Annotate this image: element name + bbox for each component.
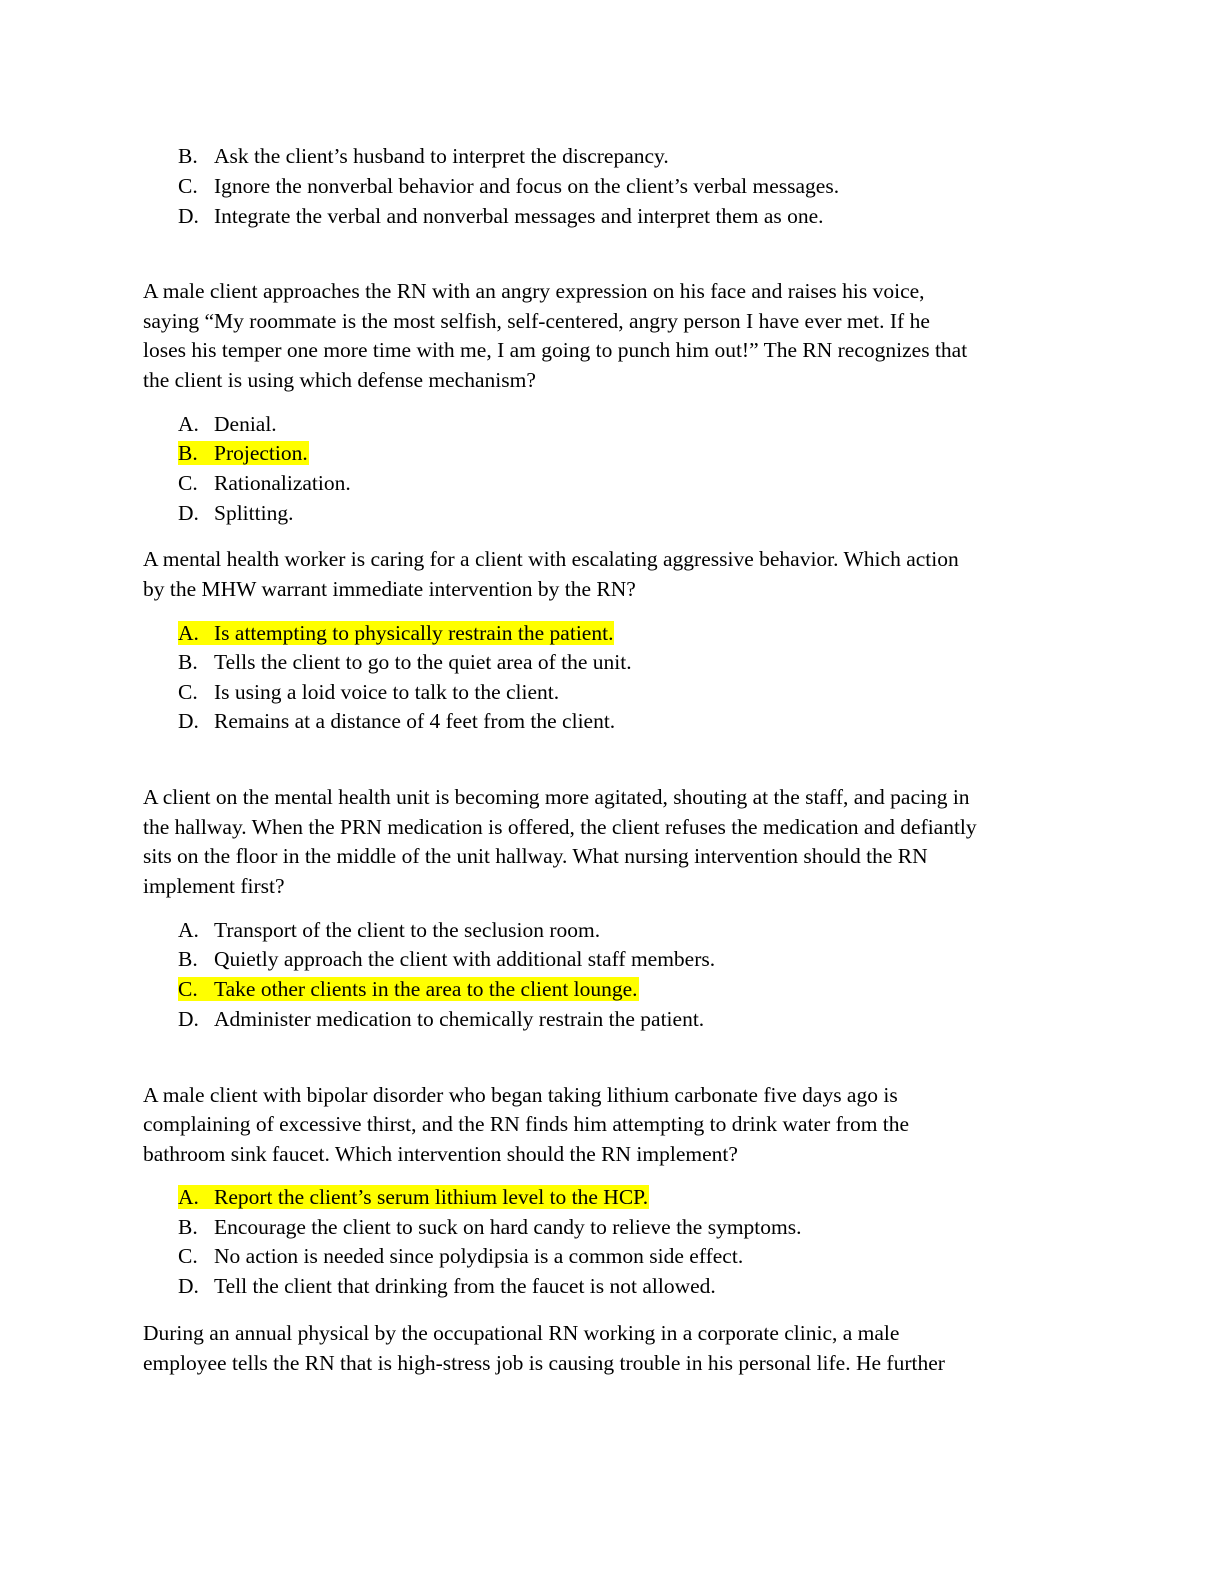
question-1-stem-line: the client is using which defense mechanism? xyxy=(143,368,536,392)
question-5-stem-line: employee tells the RN that is high-stress job is causing trouble in his personal life. He further xyxy=(143,1351,945,1375)
question-2-option-d: D. Remains at a distance of 4 feet from the client. xyxy=(178,709,616,733)
question-1-option-c: C. Rationalization. xyxy=(178,471,351,495)
question-3-stem-line: sits on the floor in the middle of the unit hallway. What nursing intervention should the RN xyxy=(143,844,928,868)
option-text: Ask the client’s husband to interpret the discrepancy. xyxy=(214,144,669,168)
option-b: B. Ask the client’s husband to interpret the discrepancy. xyxy=(178,144,669,168)
question-1-stem-line: saying “My roommate is the most selfish, self-centered, angry person I have ever met. If he xyxy=(143,309,930,333)
question-2-option-c: C. Is using a loid voice to talk to the client. xyxy=(178,680,560,704)
question-2-option-b: B. Tells the client to go to the quiet area of the unit. xyxy=(178,650,632,674)
question-1-stem-line: A male client approaches the RN with an angry expression on his face and raises his voice, xyxy=(143,279,925,303)
question-3-stem-line: the hallway. When the PRN medication is offered, the client refuses the medication and defiantly xyxy=(143,815,977,839)
question-2-option-a-highlighted: A. Is attempting to physically restrain the patient. xyxy=(178,621,614,645)
question-4-option-a-highlighted: A. Report the client’s serum lithium level to the HCP. xyxy=(178,1185,649,1209)
question-4-option-c: C. No action is needed since polydipsia is a common side effect. xyxy=(178,1244,744,1268)
question-3-option-c-highlighted: C. Take other clients in the area to the client lounge. xyxy=(178,977,638,1001)
question-4-stem-line: A male client with bipolar disorder who began taking lithium carbonate five days ago is xyxy=(143,1083,898,1107)
question-3-stem-line: implement first? xyxy=(143,874,285,898)
question-1-stem-line: loses his temper one more time with me, I am going to punch him out!” The RN recognizes that xyxy=(143,338,968,362)
option-c: C. Ignore the nonverbal behavior and focus on the client’s verbal messages. xyxy=(178,174,840,198)
option-d: D. Integrate the verbal and nonverbal messages and interpret them as one. xyxy=(178,204,824,228)
option-text: Ignore the nonverbal behavior and focus on the client’s verbal messages. xyxy=(214,174,840,198)
question-4-option-d: D. Tell the client that drinking from the faucet is not allowed. xyxy=(178,1274,716,1298)
question-4-stem-line: bathroom sink faucet. Which intervention should the RN implement? xyxy=(143,1142,738,1166)
question-1-option-a: A. Denial. xyxy=(178,412,277,436)
question-5-stem-line: During an annual physical by the occupational RN working in a corporate clinic, a male xyxy=(143,1321,900,1345)
question-2-stem-line: by the MHW warrant immediate intervention by the RN? xyxy=(143,577,636,601)
question-4-stem-line: complaining of excessive thirst, and the RN finds him attempting to drink water from the xyxy=(143,1112,910,1136)
question-3-stem-line: A client on the mental health unit is becoming more agitated, shouting at the staff, and pacing in xyxy=(143,785,970,809)
question-3-option-b: B. Quietly approach the client with additional staff members. xyxy=(178,947,716,971)
question-1-option-d: D. Splitting. xyxy=(178,501,294,525)
question-1-option-b-highlighted: B. Projection. xyxy=(178,441,308,465)
question-2-stem-line: A mental health worker is caring for a client with escalating aggressive behavior. Which action xyxy=(143,547,959,571)
question-3-option-a: A. Transport of the client to the seclusion room. xyxy=(178,918,601,942)
question-4-option-b: B. Encourage the client to suck on hard candy to relieve the symptoms. xyxy=(178,1215,802,1239)
option-text: Integrate the verbal and nonverbal messages and interpret them as one. xyxy=(214,204,824,228)
question-3-option-d: D. Administer medication to chemically restrain the patient. xyxy=(178,1007,705,1031)
